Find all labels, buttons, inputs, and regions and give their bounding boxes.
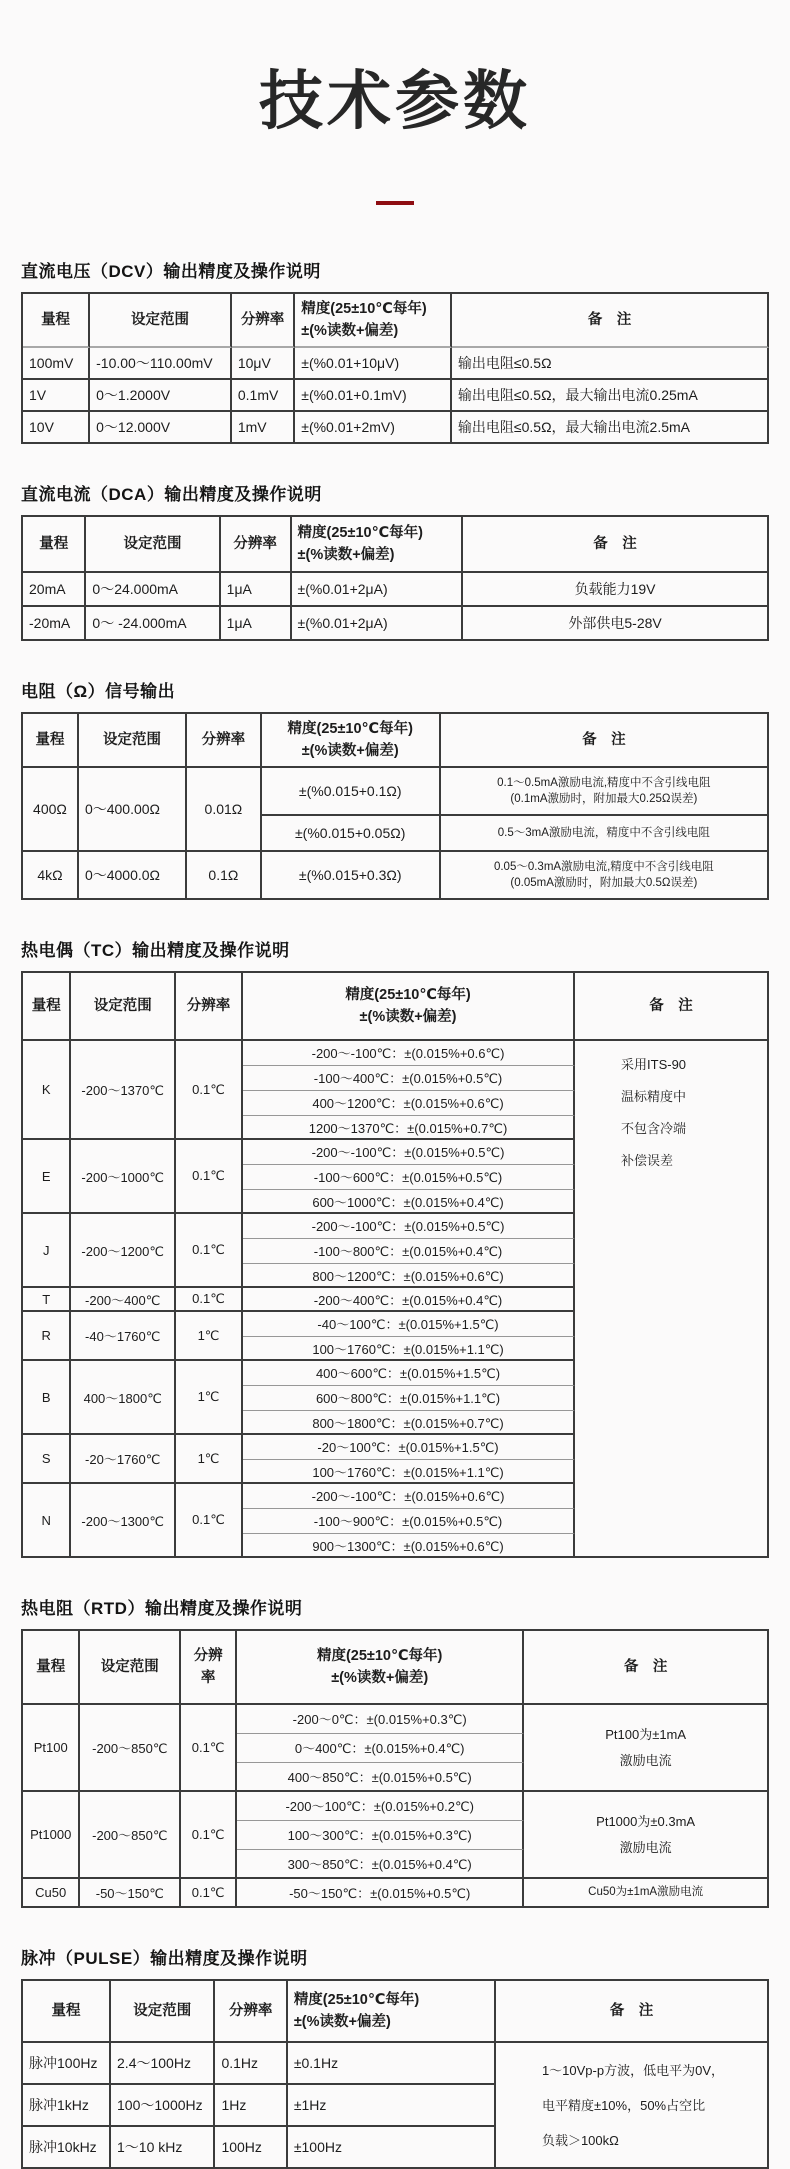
accuracy-cell: 0～400℃：±(0.015%+0.4℃) [237, 1734, 524, 1763]
table-row [23, 348, 769, 380]
setting-range-cell: -200～850℃ [80, 1792, 181, 1879]
setting-range-cell: 0～ -24.000mA [86, 607, 220, 641]
header-row [23, 294, 769, 348]
accuracy-cell: 1200～1370℃：±(0.015%+0.7℃) [243, 1116, 575, 1140]
setting-range-cell: 2.4～100Hz [111, 2043, 215, 2085]
resolution-cell: 0.1Hz [215, 2043, 287, 2085]
remark-cell [575, 1041, 769, 1558]
column-header [524, 1631, 769, 1705]
resolution-cell: 0.1℃ [181, 1792, 237, 1879]
range-cell: 100mV [23, 348, 90, 380]
cell-line: 0.1～0.5mA激励电流,精度中不含引线电阻 [497, 776, 711, 789]
table-row [23, 852, 769, 900]
accuracy-cell: -50～150℃：±(0.015%+0.5℃) [237, 1879, 524, 1908]
setting-range-cell: 1～10 kHz [111, 2127, 215, 2169]
range-cell: 4kΩ [23, 852, 79, 900]
column-header-line: 分辨率 [240, 311, 285, 328]
column-header-line: 量程 [51, 2002, 81, 2019]
section-heading: 直流电压（DCV）输出精度及操作说明 [21, 262, 321, 282]
accuracy-cell: 800～1200℃：±(0.015%+0.6℃) [243, 1264, 575, 1288]
resolution-cell: 0.1℃ [176, 1041, 243, 1140]
column-header-line: 设定范围 [93, 997, 152, 1014]
table-row [23, 412, 769, 444]
column-header [215, 1981, 287, 2043]
cell-line: 采用ITS-90 [621, 1057, 687, 1073]
setting-range-cell: 0～4000.0Ω [79, 852, 187, 900]
column-header [295, 294, 452, 348]
accuracy-cell: 600～1000℃：±(0.015%+0.4℃) [243, 1190, 575, 1214]
column-header-line: 精度(25±10℃每年) [316, 1647, 443, 1664]
column-header-line: 备 注 [609, 2002, 654, 2019]
range-cell: 脉冲100Hz [23, 2043, 111, 2085]
column-header-line: 分辨率 [186, 997, 231, 1014]
setting-range-cell: 0～1.2000V [90, 380, 232, 412]
resolution-cell: 1℃ [176, 1435, 243, 1484]
accuracy-cell: -200～-100℃：±(0.015%+0.6℃) [243, 1484, 575, 1509]
setting-range-cell: -10.00～110.00mV [90, 348, 232, 380]
column-header [463, 517, 769, 573]
spec-table [21, 292, 769, 444]
header-row [23, 1631, 769, 1705]
column-header-line: 备 注 [593, 535, 637, 552]
column-header [441, 714, 769, 768]
accuracy-cell: -200～100℃：±(0.015%+0.2℃) [237, 1792, 524, 1821]
range-cell: Pt100 [23, 1705, 80, 1792]
setting-range-cell: -40～1760℃ [71, 1312, 175, 1361]
spec-table [21, 712, 769, 900]
spec-section [21, 257, 769, 444]
range-cell: 1V [23, 380, 90, 412]
column-header [23, 1981, 111, 2043]
column-header-line: 备 注 [649, 997, 693, 1014]
table-row [23, 607, 769, 641]
spec-section [21, 936, 769, 1558]
resolution-cell: 0.1℃ [176, 1484, 243, 1558]
range-cell: K [23, 1041, 71, 1140]
column-header [23, 714, 79, 768]
column-header [243, 973, 575, 1041]
column-header [23, 294, 90, 348]
setting-range-cell: -200～1000℃ [71, 1140, 175, 1214]
setting-range-cell: -200～850℃ [80, 1705, 181, 1792]
remark-cell: 负载能力19V [463, 573, 769, 607]
column-header-line: 分辨率 [233, 535, 277, 552]
resolution-cell: 100Hz [215, 2127, 287, 2169]
column-header-line: ±(%读数+偏差) [301, 323, 399, 340]
setting-range-cell: 0～400.00Ω [79, 768, 187, 852]
cell-line: (0.05mA激励时，附加最大0.5Ω误差) [510, 877, 698, 890]
spec-sections [0, 257, 790, 2169]
column-header-line: 量程 [31, 997, 61, 1014]
column-header-line: 分辨率 [193, 1647, 223, 1687]
table-row [23, 1705, 769, 1734]
cell-line: 电平精度±10%，50%占空比 [541, 2097, 706, 2113]
accuracy-cell: 400～850℃：±(0.015%+0.5℃) [237, 1763, 524, 1792]
setting-range-cell: -200～1300℃ [71, 1484, 175, 1558]
section-heading: 热电偶（TC）输出精度及操作说明 [21, 941, 290, 961]
cell-line: 激励电流 [619, 1752, 672, 1768]
column-header [262, 714, 441, 768]
remark-cell [524, 1705, 769, 1792]
column-header-line: 设定范围 [130, 311, 189, 328]
column-header [23, 1631, 80, 1705]
column-header-line: 量程 [35, 731, 65, 748]
column-header [176, 973, 243, 1041]
accuracy-cell: ±0.1Hz [288, 2043, 496, 2085]
header-row [23, 714, 769, 768]
header-row [23, 1981, 769, 2043]
accuracy-cell: ±(%0.01+10μV) [295, 348, 452, 380]
accuracy-cell: ±(%0.015+0.1Ω) [262, 768, 441, 816]
range-cell: 400Ω [23, 768, 79, 852]
setting-range-cell: -200～400℃ [71, 1288, 175, 1312]
setting-range-cell: 400～1800℃ [71, 1361, 175, 1435]
column-header-line: 量程 [41, 311, 71, 328]
range-cell: N [23, 1484, 71, 1558]
accuracy-cell: -200～-100℃：±(0.015%+0.6℃) [243, 1041, 575, 1066]
resolution-cell: 1μA [221, 573, 292, 607]
range-cell: 10V [23, 412, 90, 444]
accuracy-cell: 300～850℃：±(0.015%+0.4℃) [237, 1850, 524, 1879]
spec-section [21, 1594, 769, 1908]
spec-section [21, 1944, 769, 2169]
accuracy-cell: -20～100℃：±(0.015%+1.5℃) [243, 1435, 575, 1460]
column-header-line: ±(%读数+偏差) [297, 547, 395, 564]
column-header-line: 分辨率 [228, 2002, 273, 2019]
table-row [23, 1792, 769, 1821]
column-header [288, 1981, 496, 2043]
table-row [23, 1879, 769, 1908]
remark-cell: 0.5～3mA激励电流，精度中不含引线电阻 [441, 816, 769, 852]
range-cell: J [23, 1214, 71, 1288]
spec-section [21, 677, 769, 900]
column-header-line: 备 注 [587, 311, 632, 328]
range-cell: -20mA [23, 607, 86, 641]
range-cell: R [23, 1312, 71, 1361]
accuracy-cell: -100～400℃：±(0.015%+0.5℃) [243, 1066, 575, 1091]
accuracy-cell: 100～1760℃：±(0.015%+1.1℃) [243, 1337, 575, 1361]
accuracy-cell: ±(%0.01+2mV) [295, 412, 452, 444]
column-header-line: 精度(25±10℃每年) [345, 986, 471, 1003]
cell-line: 激励电流 [619, 1839, 672, 1855]
column-header [187, 714, 262, 768]
resolution-cell: 10μV [232, 348, 295, 380]
column-header-line: 精度(25±10℃每年) [287, 720, 413, 737]
resolution-cell: 1mV [232, 412, 295, 444]
table-row [23, 768, 769, 816]
column-header-line: ±(%读数+偏差) [293, 2014, 391, 2031]
column-header-line: 精度(25±10℃每年) [301, 300, 427, 317]
accuracy-cell: -100～800℃：±(0.015%+0.4℃) [243, 1239, 575, 1264]
column-header-line: ±(%读数+偏差) [331, 1670, 429, 1687]
column-header [452, 294, 769, 348]
column-header [575, 973, 769, 1041]
resolution-cell: 1℃ [176, 1361, 243, 1435]
column-header [80, 1631, 181, 1705]
column-header [23, 517, 86, 573]
table-row [23, 380, 769, 412]
column-header [111, 1981, 215, 2043]
accuracy-cell: -200～-100℃：±(0.015%+0.5℃) [243, 1140, 575, 1165]
resolution-cell: 1℃ [176, 1312, 243, 1361]
section-heading: 脉冲（PULSE）输出精度及操作说明 [21, 1949, 308, 1969]
column-header-line: 量程 [36, 1658, 66, 1675]
resolution-cell: 0.1℃ [176, 1140, 243, 1214]
resolution-cell: 0.1℃ [181, 1705, 237, 1792]
cell-line: 温标精度中 [621, 1089, 687, 1105]
spec-section [21, 480, 769, 641]
cell-line: (0.1mA激励时，附加最大0.25Ω误差) [510, 793, 698, 806]
range-cell: 脉冲1kHz [23, 2085, 111, 2127]
table-row [23, 2043, 769, 2085]
accuracy-cell: 600～800℃：±(0.015%+1.1℃) [243, 1386, 575, 1411]
accuracy-cell: 400～1200℃：±(0.015%+0.6℃) [243, 1091, 575, 1116]
accuracy-cell: 900～1300℃：±(0.015%+0.6℃) [243, 1534, 575, 1558]
accuracy-cell: ±100Hz [288, 2127, 496, 2169]
remark-cell [496, 2043, 769, 2169]
column-header [71, 973, 175, 1041]
setting-range-cell: -200～1370℃ [71, 1041, 175, 1140]
accuracy-cell: ±1Hz [288, 2085, 496, 2127]
column-header [232, 294, 295, 348]
column-header-line: 精度(25±10℃每年) [297, 524, 423, 541]
header-row [23, 517, 769, 573]
section-heading: 电阻（Ω）信号输出 [21, 682, 176, 702]
remark-cell: Cu50为±1mA激励电流 [524, 1879, 769, 1908]
accuracy-cell: -40～100℃：±(0.015%+1.5℃) [243, 1312, 575, 1337]
resolution-cell: 1Hz [215, 2085, 287, 2127]
remark-cell: 输出电阻≤0.5Ω，最大输出电流2.5mA [452, 412, 769, 444]
resolution-cell: 0.1Ω [187, 852, 262, 900]
setting-range-cell: 100～1000Hz [111, 2085, 215, 2127]
resolution-cell: 0.1mV [232, 380, 295, 412]
spec-table [21, 1629, 769, 1908]
section-heading: 直流电流（DCA）输出精度及操作说明 [21, 485, 322, 505]
column-header-line: 量程 [39, 535, 69, 552]
range-cell: 20mA [23, 573, 86, 607]
range-cell: B [23, 1361, 71, 1435]
cell-line: Pt100为±1mA [605, 1727, 687, 1743]
column-header-line: ±(%读数+偏差) [301, 743, 399, 760]
spec-table [21, 515, 769, 641]
header-row [23, 973, 769, 1041]
range-cell: 脉冲10kHz [23, 2127, 111, 2169]
cell-line: 补偿误差 [621, 1152, 674, 1168]
range-cell: S [23, 1435, 71, 1484]
column-header [23, 973, 71, 1041]
title-underline-dash [376, 201, 414, 205]
setting-range-cell: 0～12.000V [90, 412, 232, 444]
accuracy-cell: ±(%0.015+0.05Ω) [262, 816, 441, 852]
column-header [181, 1631, 237, 1705]
column-header-line: 设定范围 [100, 1658, 159, 1675]
remark-cell: 输出电阻≤0.5Ω [452, 348, 769, 380]
spec-table [21, 971, 769, 1558]
column-header-line: 分辨率 [201, 731, 246, 748]
cell-line: 不包含冷端 [621, 1120, 687, 1136]
resolution-cell: 0.1℃ [181, 1879, 237, 1908]
accuracy-cell: ±(%0.01+0.1mV) [295, 380, 452, 412]
accuracy-cell: ±(%0.01+2μA) [292, 607, 464, 641]
accuracy-cell: 400～600℃：±(0.015%+1.5℃) [243, 1361, 575, 1386]
accuracy-cell: ±(%0.015+0.3Ω) [262, 852, 441, 900]
page-title: 技术参数 [259, 65, 531, 137]
column-header-line: 备 注 [623, 1658, 668, 1675]
resolution-cell: 1μA [221, 607, 292, 641]
range-cell: Cu50 [23, 1879, 80, 1908]
accuracy-cell: -100～900℃：±(0.015%+0.5℃) [243, 1509, 575, 1534]
column-header-line: 备 注 [582, 731, 626, 748]
cell-line: 负载＞100kΩ [541, 2132, 619, 2148]
range-cell: Pt1000 [23, 1792, 80, 1879]
column-header [292, 517, 464, 573]
column-header-line: 设定范围 [133, 2002, 192, 2019]
accuracy-cell: 100～1760℃：±(0.015%+1.1℃) [243, 1460, 575, 1484]
table-row [23, 573, 769, 607]
column-header-line: 设定范围 [123, 535, 182, 552]
column-header-line: 精度(25±10℃每年) [293, 1991, 420, 2008]
setting-range-cell: -50～150℃ [80, 1879, 181, 1908]
spec-table [21, 1979, 769, 2169]
accuracy-cell: -100～600℃：±(0.015%+0.5℃) [243, 1165, 575, 1190]
resolution-cell: 0.1℃ [176, 1214, 243, 1288]
table-row [23, 1041, 769, 1066]
remark-cell [441, 852, 769, 900]
resolution-cell: 0.01Ω [187, 768, 262, 852]
column-header [221, 517, 292, 573]
resolution-cell: 0.1℃ [176, 1288, 243, 1312]
column-header-line: 设定范围 [103, 731, 162, 748]
section-heading: 热电阻（RTD）输出精度及操作说明 [21, 1599, 303, 1619]
range-cell: T [23, 1288, 71, 1312]
accuracy-cell: 800～1800℃：±(0.015%+0.7℃) [243, 1411, 575, 1435]
column-header-line: ±(%读数+偏差) [359, 1009, 457, 1026]
column-header [237, 1631, 524, 1705]
accuracy-cell: 100～300℃：±(0.015%+0.3℃) [237, 1821, 524, 1850]
accuracy-cell: -200～-100℃：±(0.015%+0.5℃) [243, 1214, 575, 1239]
column-header [496, 1981, 769, 2043]
setting-range-cell: -20～1760℃ [71, 1435, 175, 1484]
range-cell: E [23, 1140, 71, 1214]
accuracy-cell: -200～400℃：±(0.015%+0.4℃) [243, 1288, 575, 1312]
column-header [79, 714, 187, 768]
cell-line: 0.05～0.3mA激励电流,精度中不含引线电阻 [493, 860, 714, 873]
remark-cell: 输出电阻≤0.5Ω，最大输出电流0.25mA [452, 380, 769, 412]
accuracy-cell: ±(%0.01+2μA) [292, 573, 464, 607]
accuracy-cell: -200～0℃：±(0.015%+0.3℃) [237, 1705, 524, 1734]
setting-range-cell: -200～1200℃ [71, 1214, 175, 1288]
remark-cell [441, 768, 769, 816]
column-header [86, 517, 220, 573]
cell-line: 1～10Vp-p方波，低电平为0V， [541, 2062, 724, 2078]
remark-cell: 外部供电5-28V [463, 607, 769, 641]
remark-cell [524, 1792, 769, 1879]
setting-range-cell: 0～24.000mA [86, 573, 220, 607]
column-header [90, 294, 232, 348]
cell-line: Pt1000为±0.3mA [596, 1814, 696, 1830]
